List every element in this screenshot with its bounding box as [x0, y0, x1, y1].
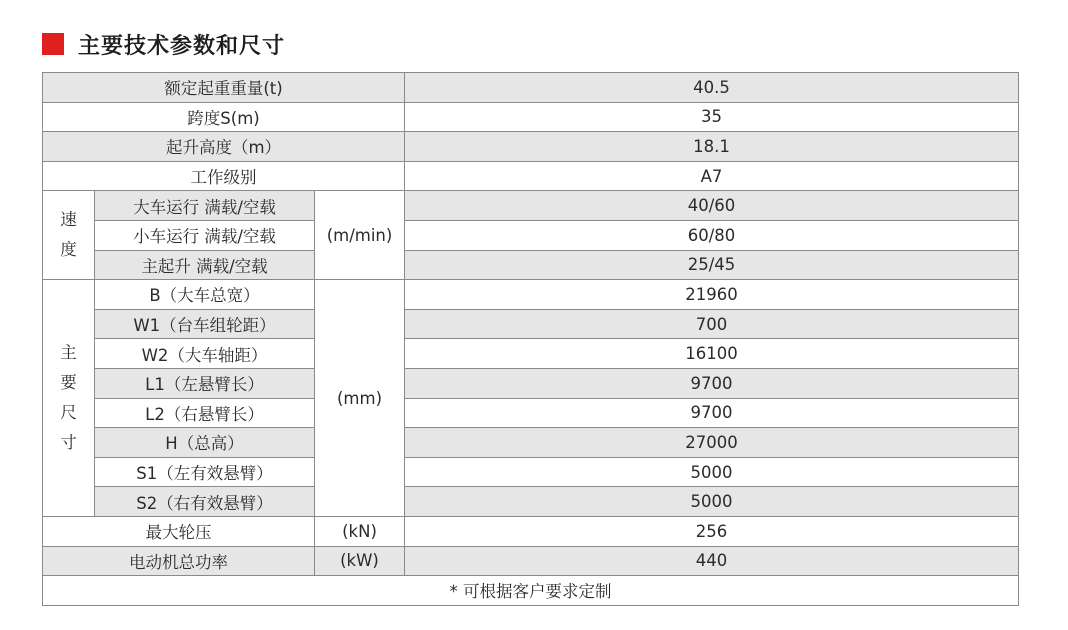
table-row [43, 132, 1019, 162]
dimension-item-value: 9700 [405, 368, 1019, 398]
dimensions-unit: (mm) [315, 280, 405, 517]
table-row [43, 191, 1019, 221]
duty-class-value: A7 [405, 161, 1019, 191]
dimension-item-value: 27000 [405, 428, 1019, 458]
dimension-item-label: S2（右有效悬臂） [95, 487, 315, 517]
table-row [43, 220, 1019, 250]
section-title: 主要技术参数和尺寸 [78, 33, 286, 59]
table-row [43, 309, 1019, 339]
table-row [43, 428, 1019, 458]
rated-load-label: 额定起重重量(t) [43, 73, 405, 103]
table-row [43, 102, 1019, 132]
motor-power-label: 电动机总功率 [43, 546, 315, 576]
duty-class-label: 工作级别 [43, 161, 405, 191]
dimension-item-label: L1（左悬臂长） [95, 368, 315, 398]
table-row [43, 161, 1019, 191]
dimension-item-label: B（大车总宽） [95, 280, 315, 310]
table-row [43, 73, 1019, 103]
dimension-item-value: 700 [405, 309, 1019, 339]
dimension-item-label: L2（右悬臂长） [95, 398, 315, 428]
speed-item-value: 40/60 [405, 191, 1019, 221]
red-square-icon [42, 33, 64, 55]
speed-item-label: 小车运行 满载/空载 [95, 220, 315, 250]
dimension-item-label: W2（大车轴距） [95, 339, 315, 369]
dimension-item-value: 5000 [405, 487, 1019, 517]
dimension-item-label: W1（台车组轮距） [95, 309, 315, 339]
table-row [43, 250, 1019, 280]
speed-item-value: 60/80 [405, 220, 1019, 250]
speed-item-label: 大车运行 满载/空载 [95, 191, 315, 221]
footnote: * 可根据客户要求定制 [43, 576, 1019, 606]
lift-height-label: 起升高度（m） [43, 132, 405, 162]
table-row [43, 368, 1019, 398]
speed-unit: (m/min) [315, 191, 405, 280]
dimension-item-label: H（总高） [95, 428, 315, 458]
speed-item-value: 25/45 [405, 250, 1019, 280]
table-row [43, 398, 1019, 428]
max-wheel-load-value: 256 [405, 516, 1019, 546]
section-header [42, 30, 285, 58]
dimension-item-value: 16100 [405, 339, 1019, 369]
lift-height-value: 18.1 [405, 132, 1019, 162]
dimension-item-value: 5000 [405, 457, 1019, 487]
table-row [43, 546, 1019, 576]
rated-load-value: 40.5 [405, 73, 1019, 103]
table-row [43, 516, 1019, 546]
dimensions-group-label: 主 要 尺 寸 [43, 280, 95, 517]
speed-item-label: 主起升 满载/空载 [95, 250, 315, 280]
span-value: 35 [405, 102, 1019, 132]
table-row [43, 487, 1019, 517]
max-wheel-load-unit: (kN) [315, 516, 405, 546]
table-row [43, 457, 1019, 487]
table-row [43, 339, 1019, 369]
span-label: 跨度S(m) [43, 102, 405, 132]
table-row [43, 576, 1019, 606]
dimension-item-value: 21960 [405, 280, 1019, 310]
dimension-item-label: S1（左有效悬臂） [95, 457, 315, 487]
spec-table [42, 72, 1019, 606]
dimension-item-value: 9700 [405, 398, 1019, 428]
speed-group-label: 速 度 [43, 191, 95, 280]
max-wheel-load-label: 最大轮压 [43, 516, 315, 546]
motor-power-value: 440 [405, 546, 1019, 576]
motor-power-unit: (kW) [315, 546, 405, 576]
table-row [43, 280, 1019, 310]
